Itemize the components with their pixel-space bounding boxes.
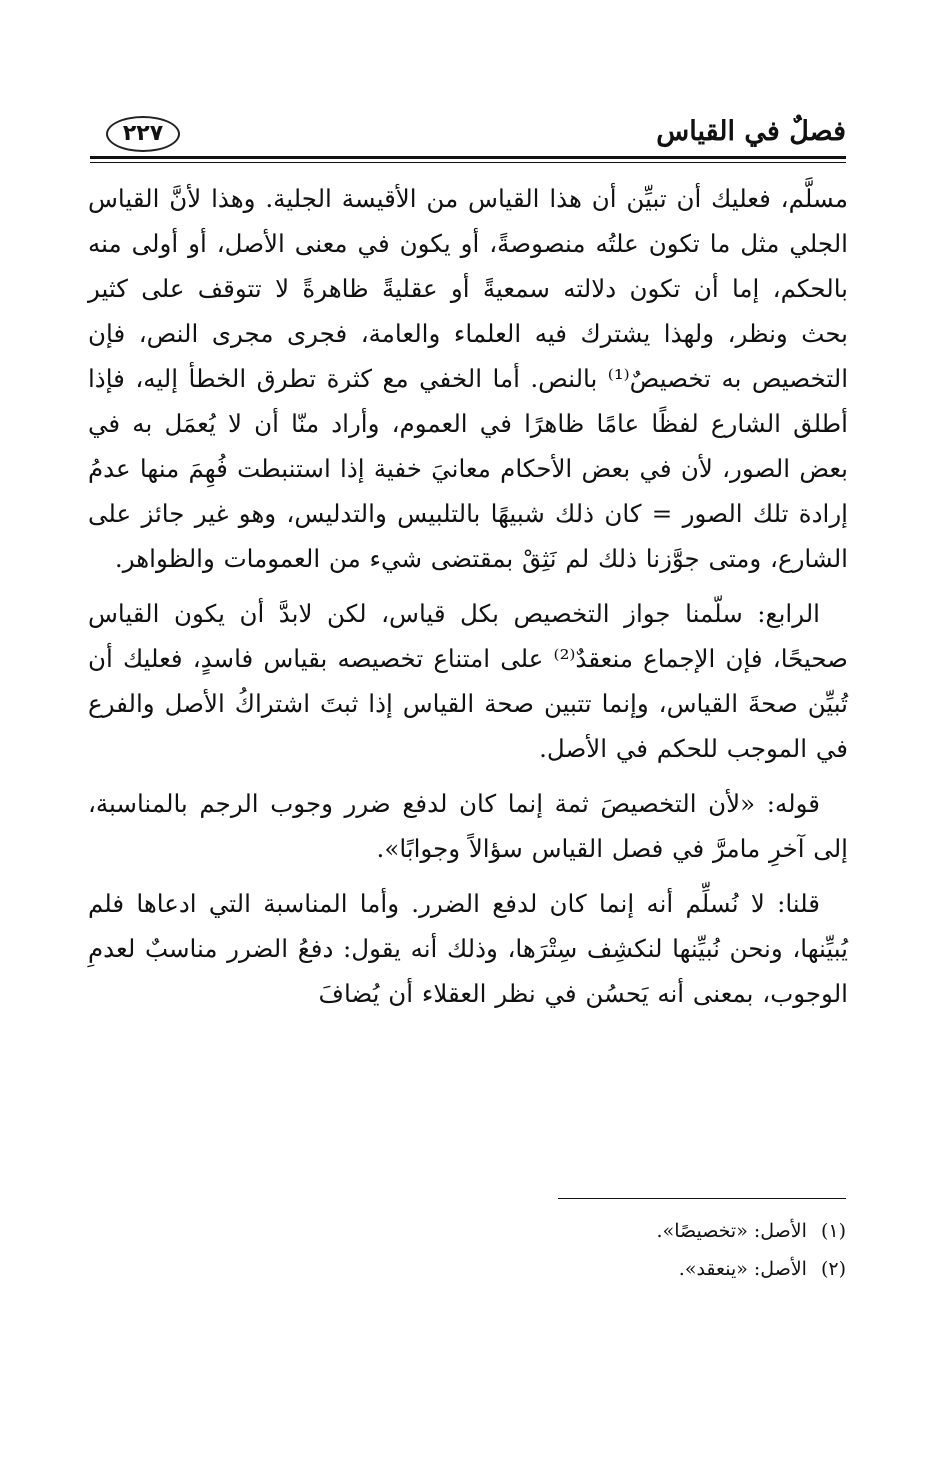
footnote-1: [346, 1212, 846, 1250]
footnote-text: الأصل: «تخصيصًا».: [656, 1220, 807, 1242]
footnote-text: الأصل: «ينعقد».: [678, 1258, 807, 1280]
running-title: فصلٌ في القياس: [656, 116, 846, 147]
page-header: [90, 108, 846, 156]
footnote-number: (١): [820, 1220, 846, 1242]
paragraph-1: مسلَّم، فعليك أن تبيِّن أن هذا القياس من الأقيسة الجلية. وهذا لأنَّ القياس الجلي مثل ما تكون علتُه منصوصةً، أو يكون في معنى الأصل، أو أولى منه بالحكم، إما أن تكون دلالته سمعيةً أو عقليةً ظاهرةً لا تتوقف على كثير بحث ونظر، ولهذا يشترك فيه العلماء والعامة، فجرى مجرى النص، فإن التخصيص به تخصيصٌ⁽¹⁾ بالنص. أما الخفي مع كثرة تطرق الخطأ إليه، فإذا أطلق الشارع لفظًا عامًا ظاهرًا في العموم، وأراد منّا أن لا يُعمَل به في بعض الصور، لأن في بعض الأحكام معانيَ خفية إذا استنبطت فُهِمَ منها عدمُ إرادة تلك الصور = كان ذلك شبيهًا بالتلبيس والتدليس، وهو غير جائز على الشارع، ومتى جوَّزنا ذلك لم نَثِقْ بمقتضى شيء من العمومات والظواهر.: [88, 184, 849, 573]
paragraph-2: الرابع: سلّمنا جواز التخصيص بكل قياس، لكن لابدَّ أن يكون القياس صحيحًا، فإن الإجماع منعقدٌ⁽²⁾ على امتناع تخصيصه بقياس فاسدٍ، فعليك أن تُبيِّن صحةَ القياس، وإنما تتبين صحة القياس إذا ثبتَ اشتراكُ الأصل والفرع في الموجب للحكم في الأصل.: [88, 599, 848, 763]
main-text: [88, 176, 848, 1016]
footnotes: [346, 1212, 846, 1288]
paragraph-4: قلنا: لا نُسلِّم أنه إنما كان لدفع الضرر. وأما المناسبة التي ادعاها فلم يُبيِّنها، ونحن نُبيِّنها لنكشِف سِتْرَها، وذلك أنه يقول: دفعُ الضرر مناسبٌ لعدمِ الوجوب، بمعنى أنه يَحسُن في نظر العقلاء أن يُضافَ: [88, 889, 848, 1008]
footnote-2: [346, 1250, 846, 1288]
footnote-number: (٢): [820, 1258, 846, 1280]
footnote-separator: [558, 1198, 846, 1199]
header-rule-thin: [90, 162, 846, 163]
page-number-badge: ٢٢٧: [106, 116, 180, 152]
paragraph-3: قوله: «لأن التخصيصَ ثمة إنما كان لدفع ضرر وجوب الرجم بالمناسبة، إلى آخرِ مامرَّ في فصل القياس سؤالاً وجوابًا».: [88, 789, 848, 863]
header-rule-thick: [90, 156, 846, 159]
